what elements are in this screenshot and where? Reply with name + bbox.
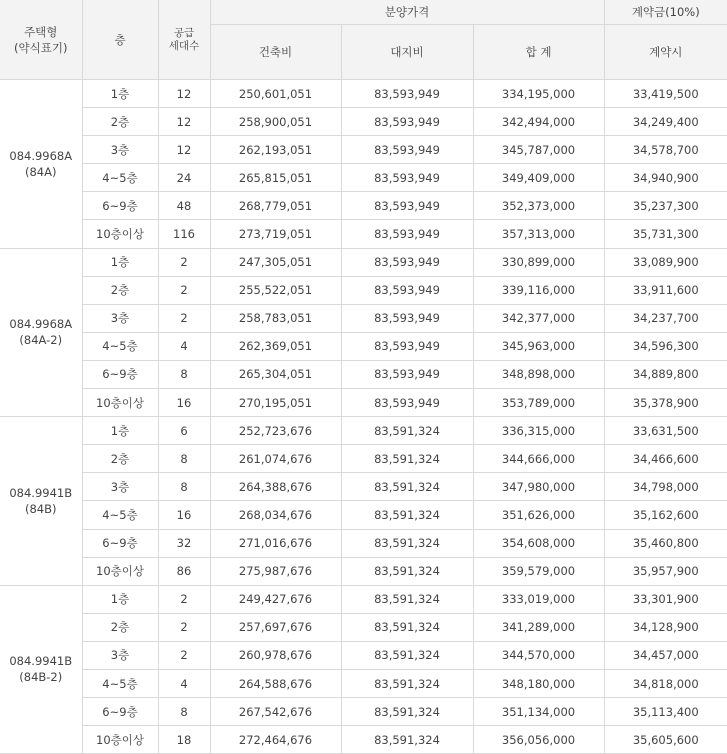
building-cell: 247,305,051 (210, 248, 341, 276)
total-cell: 336,315,000 (473, 417, 604, 445)
contract-cell: 35,162,600 (604, 501, 727, 529)
land-cell: 83,593,949 (341, 304, 473, 332)
unit-type-cell: 084.9968A (84A) (0, 80, 82, 249)
total-cell: 347,980,000 (473, 473, 604, 501)
units-cell: 2 (158, 613, 210, 641)
units-cell: 48 (158, 192, 210, 220)
floor-cell: 10층이상 (82, 220, 158, 248)
table-row (0, 360, 727, 388)
units-cell: 12 (158, 136, 210, 164)
total-cell: 344,570,000 (473, 641, 604, 669)
contract-cell: 35,113,400 (604, 698, 727, 726)
contract-cell: 35,731,300 (604, 220, 727, 248)
contract-cell: 35,378,900 (604, 389, 727, 417)
contract-cell: 35,605,600 (604, 726, 727, 754)
total-cell: 330,899,000 (473, 248, 604, 276)
total-cell: 342,494,000 (473, 108, 604, 136)
floor-cell: 10층이상 (82, 557, 158, 585)
land-cell: 83,591,324 (341, 669, 473, 697)
land-cell: 83,593,949 (341, 192, 473, 220)
units-cell: 2 (158, 304, 210, 332)
units-cell: 86 (158, 557, 210, 585)
header-type: 주택형 (약식표기) (0, 0, 82, 80)
building-cell: 268,034,676 (210, 501, 341, 529)
building-cell: 275,987,676 (210, 557, 341, 585)
table-row (0, 613, 727, 641)
table-row (0, 108, 727, 136)
contract-cell: 35,237,300 (604, 192, 727, 220)
table-row (0, 641, 727, 669)
table-row (0, 726, 727, 754)
land-cell: 83,593,949 (341, 360, 473, 388)
total-cell: 334,195,000 (473, 80, 604, 108)
total-cell: 345,787,000 (473, 136, 604, 164)
total-cell: 333,019,000 (473, 585, 604, 613)
contract-cell: 33,089,900 (604, 248, 727, 276)
table-row (0, 389, 727, 417)
total-cell: 353,789,000 (473, 389, 604, 417)
table-row (0, 417, 727, 445)
contract-cell: 34,596,300 (604, 332, 727, 360)
building-cell: 255,522,051 (210, 276, 341, 304)
land-cell: 83,593,949 (341, 136, 473, 164)
table-row (0, 220, 727, 248)
land-cell: 83,593,949 (341, 220, 473, 248)
land-cell: 83,593,949 (341, 108, 473, 136)
floor-cell: 1층 (82, 248, 158, 276)
units-cell: 2 (158, 641, 210, 669)
header-deposit: 계약금(10%) (604, 0, 727, 25)
total-cell: 359,579,000 (473, 557, 604, 585)
units-cell: 8 (158, 360, 210, 388)
land-cell: 83,591,324 (341, 585, 473, 613)
land-cell: 83,591,324 (341, 726, 473, 754)
units-cell: 8 (158, 445, 210, 473)
total-cell: 342,377,000 (473, 304, 604, 332)
contract-cell: 33,419,500 (604, 80, 727, 108)
table-row (0, 698, 727, 726)
contract-cell: 34,818,000 (604, 669, 727, 697)
units-cell: 116 (158, 220, 210, 248)
building-cell: 258,900,051 (210, 108, 341, 136)
land-cell: 83,591,324 (341, 501, 473, 529)
building-cell: 262,369,051 (210, 332, 341, 360)
land-cell: 83,591,324 (341, 698, 473, 726)
units-cell: 16 (158, 501, 210, 529)
floor-cell: 3층 (82, 136, 158, 164)
total-cell: 351,134,000 (473, 698, 604, 726)
table-row (0, 248, 727, 276)
floor-cell: 4~5층 (82, 332, 158, 360)
table-row (0, 304, 727, 332)
contract-cell: 34,466,600 (604, 445, 727, 473)
table-row (0, 501, 727, 529)
table-row (0, 669, 727, 697)
unit-type-cell: 084.9941B (84B-2) (0, 585, 82, 754)
floor-cell: 2층 (82, 276, 158, 304)
floor-cell: 3층 (82, 304, 158, 332)
land-cell: 83,591,324 (341, 641, 473, 669)
floor-cell: 4~5층 (82, 669, 158, 697)
floor-cell: 6~9층 (82, 529, 158, 557)
table-row (0, 473, 727, 501)
land-cell: 83,593,949 (341, 389, 473, 417)
land-cell: 83,591,324 (341, 473, 473, 501)
units-cell: 16 (158, 389, 210, 417)
table-row (0, 164, 727, 192)
floor-cell: 4~5층 (82, 501, 158, 529)
units-cell: 8 (158, 698, 210, 726)
floor-cell: 1층 (82, 417, 158, 445)
units-cell: 12 (158, 108, 210, 136)
total-cell: 351,626,000 (473, 501, 604, 529)
floor-cell: 2층 (82, 613, 158, 641)
total-cell: 348,898,000 (473, 360, 604, 388)
land-cell: 83,591,324 (341, 417, 473, 445)
table-row (0, 80, 727, 108)
floor-cell: 6~9층 (82, 192, 158, 220)
table-row (0, 585, 727, 613)
building-cell: 264,588,676 (210, 669, 341, 697)
building-cell: 264,388,676 (210, 473, 341, 501)
units-cell: 6 (158, 417, 210, 445)
building-cell: 258,783,051 (210, 304, 341, 332)
table-row (0, 136, 727, 164)
total-cell: 341,289,000 (473, 613, 604, 641)
floor-cell: 2층 (82, 108, 158, 136)
building-cell: 265,304,051 (210, 360, 341, 388)
floor-cell: 1층 (82, 80, 158, 108)
land-cell: 83,591,324 (341, 445, 473, 473)
land-cell: 83,591,324 (341, 557, 473, 585)
table-row (0, 529, 727, 557)
contract-cell: 34,889,800 (604, 360, 727, 388)
table-header (0, 0, 727, 80)
units-cell: 12 (158, 80, 210, 108)
table-row (0, 445, 727, 473)
building-cell: 272,464,676 (210, 726, 341, 754)
floor-cell: 4~5층 (82, 164, 158, 192)
floor-cell: 6~9층 (82, 360, 158, 388)
building-cell: 273,719,051 (210, 220, 341, 248)
floor-cell: 10층이상 (82, 389, 158, 417)
units-cell: 2 (158, 276, 210, 304)
table-row (0, 276, 727, 304)
total-cell: 356,056,000 (473, 726, 604, 754)
land-cell: 83,593,949 (341, 248, 473, 276)
land-cell: 83,591,324 (341, 613, 473, 641)
header-sale-price: 분양가격 (210, 0, 604, 25)
contract-cell: 33,301,900 (604, 585, 727, 613)
floor-cell: 3층 (82, 473, 158, 501)
land-cell: 83,593,949 (341, 80, 473, 108)
contract-cell: 34,249,400 (604, 108, 727, 136)
total-cell: 354,608,000 (473, 529, 604, 557)
building-cell: 267,542,676 (210, 698, 341, 726)
table-row (0, 332, 727, 360)
contract-cell: 34,128,900 (604, 613, 727, 641)
contract-cell: 34,457,000 (604, 641, 727, 669)
building-cell: 262,193,051 (210, 136, 341, 164)
total-cell: 345,963,000 (473, 332, 604, 360)
contract-cell: 35,460,800 (604, 529, 727, 557)
floor-cell: 1층 (82, 585, 158, 613)
building-cell: 270,195,051 (210, 389, 341, 417)
building-cell: 250,601,051 (210, 80, 341, 108)
header-contract: 계약시 (604, 25, 727, 80)
header-floor: 층 (82, 0, 158, 80)
floor-cell: 6~9층 (82, 698, 158, 726)
header-land: 대지비 (341, 25, 473, 80)
land-cell: 83,591,324 (341, 529, 473, 557)
building-cell: 252,723,676 (210, 417, 341, 445)
building-cell: 261,074,676 (210, 445, 341, 473)
contract-cell: 34,798,000 (604, 473, 727, 501)
unit-type-cell: 084.9968A (84A-2) (0, 248, 82, 417)
contract-cell: 35,957,900 (604, 557, 727, 585)
land-cell: 83,593,949 (341, 276, 473, 304)
units-cell: 2 (158, 585, 210, 613)
contract-cell: 34,237,700 (604, 304, 727, 332)
header-total: 합 계 (473, 25, 604, 80)
total-cell: 352,373,000 (473, 192, 604, 220)
units-cell: 32 (158, 529, 210, 557)
total-cell: 348,180,000 (473, 669, 604, 697)
floor-cell: 2층 (82, 445, 158, 473)
units-cell: 24 (158, 164, 210, 192)
floor-cell: 3층 (82, 641, 158, 669)
floor-cell: 10층이상 (82, 726, 158, 754)
building-cell: 249,427,676 (210, 585, 341, 613)
total-cell: 349,409,000 (473, 164, 604, 192)
building-cell: 260,978,676 (210, 641, 341, 669)
units-cell: 4 (158, 332, 210, 360)
table-row (0, 192, 727, 220)
header-units: 공급 세대수 (158, 0, 210, 80)
unit-type-cell: 084.9941B (84B) (0, 417, 82, 586)
contract-cell: 33,631,500 (604, 417, 727, 445)
contract-cell: 34,940,900 (604, 164, 727, 192)
table-body (0, 80, 727, 754)
table-row (0, 557, 727, 585)
land-cell: 83,593,949 (341, 332, 473, 360)
building-cell: 271,016,676 (210, 529, 341, 557)
contract-cell: 34,578,700 (604, 136, 727, 164)
total-cell: 357,313,000 (473, 220, 604, 248)
contract-cell: 33,911,600 (604, 276, 727, 304)
units-cell: 4 (158, 669, 210, 697)
units-cell: 18 (158, 726, 210, 754)
total-cell: 344,666,000 (473, 445, 604, 473)
building-cell: 257,697,676 (210, 613, 341, 641)
units-cell: 2 (158, 248, 210, 276)
building-cell: 265,815,051 (210, 164, 341, 192)
total-cell: 339,116,000 (473, 276, 604, 304)
land-cell: 83,593,949 (341, 164, 473, 192)
header-building: 건축비 (210, 25, 341, 80)
building-cell: 268,779,051 (210, 192, 341, 220)
units-cell: 8 (158, 473, 210, 501)
